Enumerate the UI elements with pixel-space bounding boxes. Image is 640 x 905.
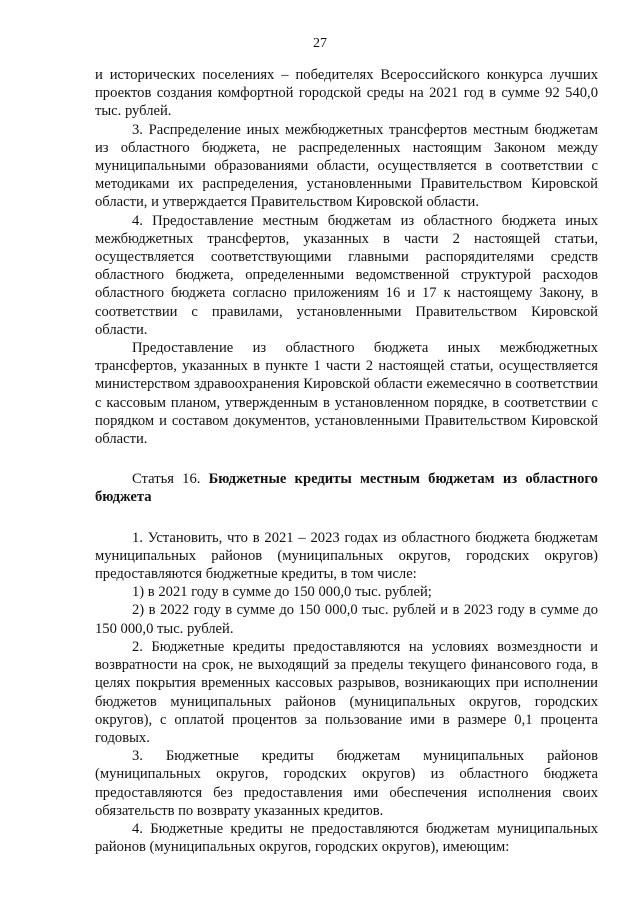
paragraph-p-4b: Предоставление из областного бюджета иных межбюджетных трансфертов, указанных в пункте 1 части 2 настоящей статьи, осуществляется министерством здравоохранения Кировской области ежемесячно в соответствии с кассовым планом, утвержденным в установленном порядке, в соответствии с порядком и составом документов, установленными Правительством Кировской области. [95,340,598,448]
article-heading [95,470,598,506]
paragraph-p-4: 4. Предоставление местным бюджетам из областного бюджета иных межбюджетных трансфертов, указанных в части 2 настоящей статьи, осуществляется соответствующими главными распорядителями средств областного бюджета, определенными ведомственной структурой расходов областного бюджета согласно приложениям 16 и 17 к настоящему Закону, в соответствии с правилами, установленными Правительством Кировской области. [95,212,598,338]
paragraph-p-continuation: и исторических поселениях – победителях Всероссийского конкурса лучших проектов создания комфортной городской среды на 2021 год в сумме 92 540,0 тыс. рублей. [95,67,598,120]
paragraph-a16-1-2: 2) в 2022 году в сумме до 150 000,0 тыс. рублей и в 2023 году в сумме до 150 000,0 тыс. рублей. [95,602,598,637]
paragraphs-before [95,66,598,448]
article-title: Бюджетные кредиты местным бюджетам из областного бюджета [95,471,598,506]
paragraph-p-3: 3. Распределение иных межбюджетных трансфертов местным бюджетам из областного бюджета, не распределенных настоящим Законом между муниципальными образованиями области, осуществляется в соответствии с методиками их распределения, установленными Правительством Кировской области, и утверждается Правительством Кировской области. [95,121,598,211]
paragraph-a16-3: 3. Бюджетные кредиты бюджетам муниципальных районов (муниципальных округов, городских округов) из областного бюджета предоставляются без предоставления ими обеспечения исполнения своих обязательств по возврату указанных кредитов. [95,748,598,819]
page-number: 27 [313,36,327,51]
paragraph-a16-2: 2. Бюджетные кредиты предоставляются на условиях возмездности и возвратности на срок, не выходящий за пределы текущего финансового года, в целях покрытия временных кассовых разрывов, возникающих при исполнении бюджетов муниципальных районов (муниципальных округов, городских округов), с оплатой процентов за пользование ими в размере 0,1 процента годовых. [95,638,598,746]
paragraph-a16-1: 1. Установить, что в 2021 – 2023 годах из областного бюджета бюджетам муниципальных районов (муниципальных округов, городских округов) предоставляются бюджетные кредиты, в том числе: [95,529,598,583]
paragraphs-after [95,529,598,857]
paragraph-a16-1-1: 1) в 2021 году в сумме до 150 000,0 тыс. рублей; [132,584,432,601]
article-number: Статья 16. [132,471,201,488]
paragraph-a16-4: 4. Бюджетные кредиты не предоставляются бюджетам муниципальных районов (муниципальных округов, городских округов), имеющим: [95,820,598,856]
document-body [95,66,598,856]
